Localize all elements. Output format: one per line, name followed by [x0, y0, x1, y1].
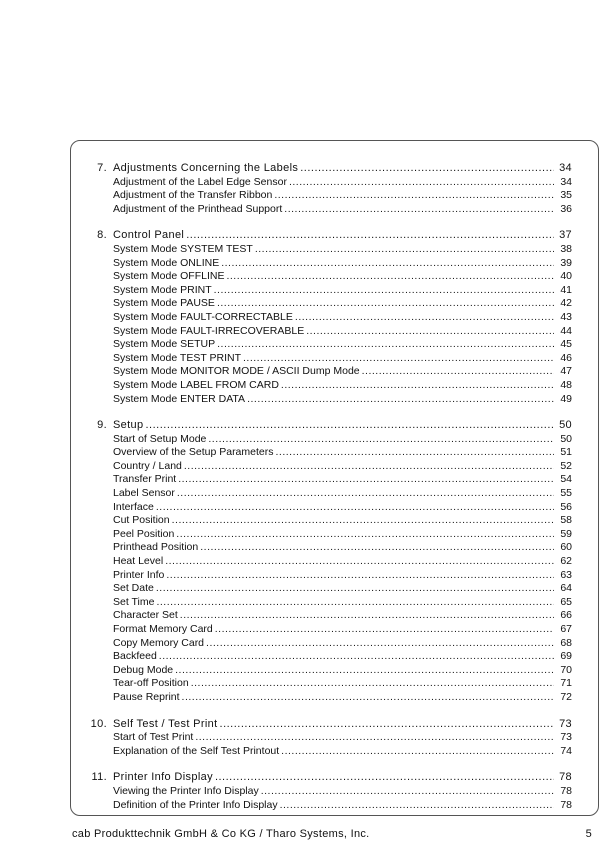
dot-leader	[178, 473, 554, 487]
toc-subentry[interactable]	[86, 596, 572, 610]
dot-leader	[362, 365, 554, 379]
toc-subentry[interactable]	[86, 473, 572, 487]
subentry-page: 34	[560, 175, 572, 188]
subentry-page: 71	[560, 677, 572, 690]
subentry-title: Heat Level	[113, 555, 164, 568]
toc-section	[86, 162, 572, 216]
toc-subentry[interactable]	[86, 284, 572, 298]
subentry-page: 64	[560, 582, 572, 595]
subentry-page: 36	[560, 202, 572, 215]
chapter-page: 73	[559, 717, 572, 730]
toc-subentry[interactable]	[86, 297, 572, 311]
subentry-page: 52	[560, 459, 572, 472]
subentry-page: 63	[560, 568, 572, 581]
dot-leader	[300, 162, 554, 176]
toc-subentry[interactable]	[86, 257, 572, 271]
dot-leader	[280, 799, 554, 813]
toc-subentry[interactable]	[86, 446, 572, 460]
subentry-page: 43	[560, 310, 572, 323]
subentry-page: 78	[560, 798, 572, 811]
subentry-page: 55	[560, 487, 572, 500]
chapter-title: Control Panel	[113, 229, 185, 242]
dot-leader	[206, 637, 554, 651]
subentry-title: Printer Info	[113, 568, 165, 581]
toc-subentry[interactable]	[86, 352, 572, 366]
toc-subentry[interactable]	[86, 799, 572, 813]
subentry-title: Viewing the Printer Info Display	[113, 784, 259, 797]
subentry-title: System Mode PAUSE	[113, 297, 215, 310]
toc-subentry[interactable]	[86, 514, 572, 528]
dot-leader	[191, 677, 554, 691]
subentry-page: 44	[560, 324, 572, 337]
dot-leader	[177, 487, 554, 501]
toc-subentry[interactable]	[86, 691, 572, 705]
dot-leader	[165, 555, 554, 569]
dot-leader	[195, 731, 554, 745]
subentry-title: Backfeed	[113, 650, 157, 663]
toc-subentry[interactable]	[86, 433, 572, 447]
subentry-page: 68	[560, 636, 572, 649]
subentry-title: Set Time	[113, 595, 155, 608]
dot-leader	[255, 243, 554, 257]
subentry-page: 50	[560, 432, 572, 445]
toc-subentry[interactable]	[86, 731, 572, 745]
subentry-page: 62	[560, 555, 572, 568]
subentry-title: System Mode ENTER DATA	[113, 392, 246, 405]
subentry-title: System Mode TEST PRINT	[113, 351, 241, 364]
subentry-page: 72	[560, 690, 572, 703]
toc-subentry[interactable]	[86, 650, 572, 664]
subentry-title: Set Date	[113, 582, 154, 595]
subentry-title: Printhead Position	[113, 541, 199, 554]
toc-chapter-entry[interactable]	[86, 771, 572, 785]
toc-subentry[interactable]	[86, 501, 572, 515]
dot-leader	[281, 745, 554, 759]
toc-subentry[interactable]	[86, 325, 572, 339]
subentry-page: 74	[560, 744, 572, 757]
subentry-title: Country / Land	[113, 459, 182, 472]
subentry-title: Cut Position	[113, 514, 170, 527]
dot-leader	[184, 460, 554, 474]
toc-section	[86, 229, 572, 406]
chapter-number: 10.	[90, 717, 107, 730]
toc-subentry[interactable]	[86, 664, 572, 678]
toc-subentry[interactable]	[86, 528, 572, 542]
dot-leader	[226, 270, 554, 284]
dot-leader	[215, 771, 554, 785]
chapter-title: Adjustments Concerning the Labels	[113, 162, 299, 174]
toc-subentry[interactable]	[86, 609, 572, 623]
toc-subentry[interactable]	[86, 785, 572, 799]
dot-leader	[289, 176, 554, 190]
subentry-title: Start of Test Print	[113, 731, 194, 744]
footer-company: cab Produkttechnik GmbH & Co KG / Tharo Systems, Inc.	[72, 828, 370, 840]
toc-subentry[interactable]	[86, 637, 572, 651]
table-of-contents	[86, 162, 572, 825]
subentry-page: 35	[560, 189, 572, 202]
toc-subentry[interactable]	[86, 365, 572, 379]
chapter-page: 34	[559, 162, 572, 174]
dot-leader	[215, 623, 554, 637]
subentry-title: System Mode MONITOR MODE / ASCII Dump Mode	[113, 365, 360, 378]
toc-section	[86, 718, 572, 759]
subentry-page: 40	[560, 270, 572, 283]
dot-leader	[156, 582, 554, 596]
subentry-page: 69	[560, 650, 572, 663]
dot-leader	[221, 257, 554, 271]
chapter-page: 37	[559, 229, 572, 242]
toc-section	[86, 771, 572, 812]
dot-leader	[156, 501, 554, 515]
dot-leader	[306, 325, 554, 339]
chapter-number: 11.	[91, 771, 107, 784]
dot-leader	[220, 718, 554, 732]
subentry-page: 48	[560, 378, 572, 391]
toc-section	[86, 419, 572, 704]
subentry-title: System Mode OFFLINE	[113, 270, 225, 283]
dot-leader	[274, 189, 554, 203]
dot-leader	[166, 569, 554, 583]
chapter-page: 78	[559, 771, 572, 784]
toc-subentry[interactable]	[86, 311, 572, 325]
dot-leader	[284, 203, 554, 217]
subentry-title: Adjustment of the Printhead Support	[113, 202, 283, 215]
toc-chapter-entry[interactable]	[86, 419, 572, 433]
toc-subentry[interactable]	[86, 623, 572, 637]
dot-leader	[217, 338, 554, 352]
toc-chapter-entry[interactable]	[86, 162, 572, 176]
subentry-page: 60	[560, 541, 572, 554]
subentry-title: Character Set	[113, 609, 178, 622]
dot-leader	[243, 352, 554, 366]
dot-leader	[217, 297, 554, 311]
subentry-title: Label Sensor	[113, 487, 175, 500]
subentry-page: 70	[560, 663, 572, 676]
chapter-number: 9.	[97, 419, 107, 432]
dot-leader	[156, 596, 554, 610]
subentry-title: Tear-off Position	[113, 677, 189, 690]
dot-leader	[176, 528, 554, 542]
subentry-title: Debug Mode	[113, 663, 174, 676]
subentry-title: System Mode LABEL FROM CARD	[113, 378, 279, 391]
chapter-number: 7.	[97, 162, 107, 174]
dot-leader	[200, 541, 554, 555]
subentry-page: 65	[560, 595, 572, 608]
toc-subentry[interactable]	[86, 189, 572, 203]
subentry-page: 39	[560, 256, 572, 269]
subentry-page: 78	[560, 784, 572, 797]
toc-subentry[interactable]	[86, 487, 572, 501]
subentry-title: Adjustment of the Label Edge Sensor	[113, 175, 287, 188]
dot-leader	[180, 609, 554, 623]
dot-leader	[159, 650, 554, 664]
subentry-page: 49	[560, 392, 572, 405]
dot-leader	[295, 311, 554, 325]
chapter-page: 50	[559, 419, 572, 432]
subentry-page: 42	[560, 297, 572, 310]
chapter-title: Setup	[113, 419, 144, 432]
subentry-title: Definition of the Printer Info Display	[113, 798, 278, 811]
dot-leader	[214, 284, 554, 298]
subentry-title: System Mode PRINT	[113, 283, 212, 296]
subentry-title: System Mode FAULT-IRRECOVERABLE	[113, 324, 305, 337]
toc-chapter-entry[interactable]	[86, 718, 572, 732]
subentry-page: 46	[560, 351, 572, 364]
toc-chapter-entry[interactable]	[86, 229, 572, 243]
subentry-title: Peel Position	[113, 527, 175, 540]
toc-subentry[interactable]	[86, 460, 572, 474]
toc-subentry[interactable]	[86, 569, 572, 583]
subentry-title: Transfer Print	[113, 473, 177, 486]
subentry-page: 54	[560, 473, 572, 486]
subentry-page: 47	[560, 365, 572, 378]
toc-subentry[interactable]	[86, 338, 572, 352]
dot-leader	[276, 446, 555, 460]
subentry-title: Adjustment of the Transfer Ribbon	[113, 189, 273, 202]
page-footer	[72, 828, 592, 840]
chapter-title: Printer Info Display	[113, 771, 213, 784]
toc-subentry[interactable]	[86, 243, 572, 257]
toc-subentry[interactable]	[86, 379, 572, 393]
dot-leader	[182, 691, 554, 705]
chapter-title: Self Test / Test Print	[113, 717, 218, 730]
subentry-title: System Mode FAULT-CORRECTABLE	[113, 310, 293, 323]
toc-subentry[interactable]	[86, 555, 572, 569]
toc-subentry[interactable]	[86, 176, 572, 190]
chapter-number: 8.	[97, 229, 107, 242]
subentry-page: 67	[560, 623, 572, 635]
toc-subentry[interactable]	[86, 270, 572, 284]
dot-leader	[247, 393, 554, 407]
subentry-title: Copy Memory Card	[113, 636, 205, 649]
subentry-title: Explanation of the Self Test Printout	[113, 744, 280, 757]
subentry-page: 51	[560, 446, 572, 459]
dot-leader	[175, 664, 554, 678]
subentry-page: 56	[560, 500, 572, 513]
subentry-title: System Mode SETUP	[113, 338, 216, 351]
toc-subentry[interactable]	[86, 582, 572, 596]
subentry-page: 58	[560, 514, 572, 527]
footer-page-number: 5	[585, 828, 592, 840]
subentry-title: System Mode SYSTEM TEST	[113, 242, 253, 255]
dot-leader	[281, 379, 554, 393]
subentry-page: 73	[560, 731, 572, 744]
subentry-page: 38	[560, 242, 572, 255]
toc-subentry[interactable]	[86, 541, 572, 555]
subentry-title: Overview of the Setup Parameters	[113, 446, 274, 459]
toc-subentry[interactable]	[86, 677, 572, 691]
dot-leader	[261, 785, 554, 799]
toc-subentry[interactable]	[86, 393, 572, 407]
subentry-title: Interface	[113, 500, 154, 513]
subentry-title: Pause Reprint	[113, 690, 180, 703]
dot-leader	[208, 433, 554, 447]
dot-leader	[146, 419, 555, 433]
subentry-page: 66	[560, 609, 572, 622]
subentry-title: System Mode ONLINE	[113, 256, 220, 269]
dot-leader	[186, 229, 554, 243]
dot-leader	[172, 514, 554, 528]
subentry-page: 41	[560, 283, 572, 296]
subentry-page: 45	[560, 338, 572, 351]
subentry-title: Start of Setup Mode	[113, 432, 207, 445]
subentry-page: 59	[560, 527, 572, 540]
subentry-title: Format Memory Card	[113, 623, 213, 635]
toc-subentry[interactable]	[86, 203, 572, 217]
toc-subentry[interactable]	[86, 745, 572, 759]
